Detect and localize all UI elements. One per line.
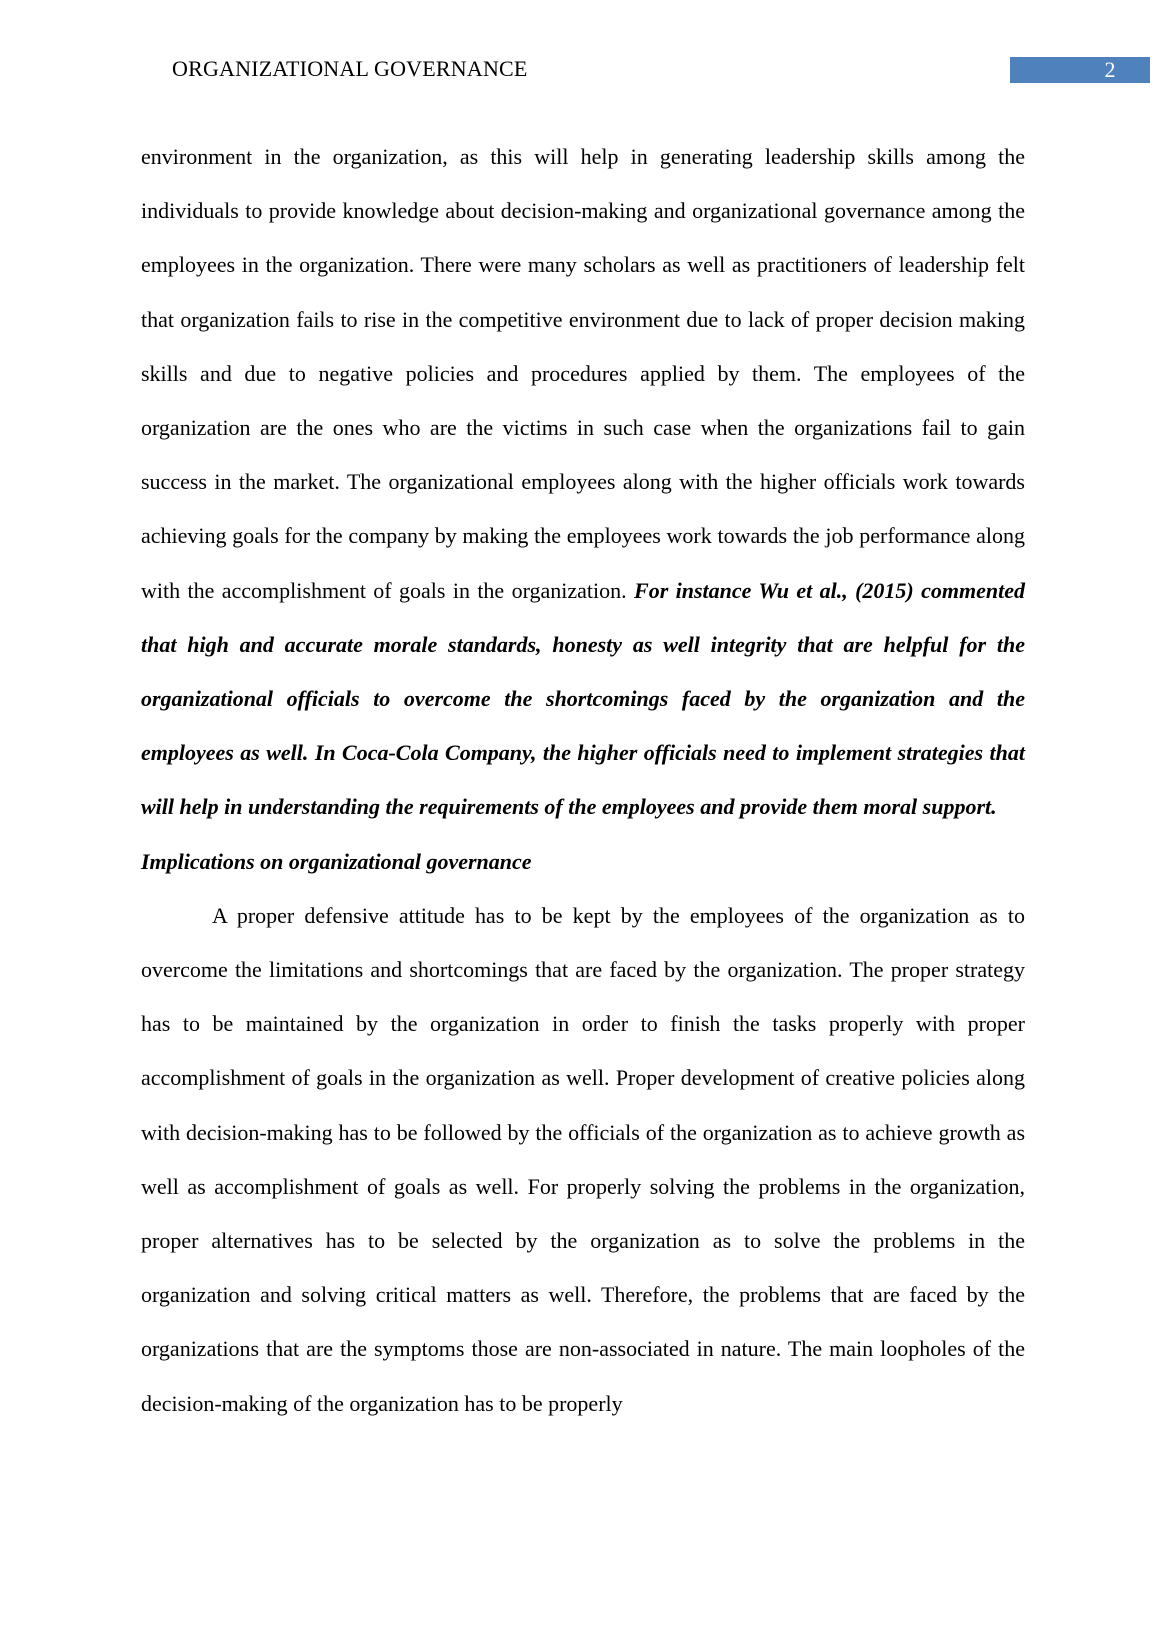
- running-head: ORGANIZATIONAL GOVERNANCE: [172, 56, 528, 81]
- paragraph-1: [141, 130, 1025, 835]
- paragraph-1-emphasis: For instance Wu et al., (2015) commented that high and accurate morale standards, honesty as well integrity that are helpful for the organizational officials to overcome the shortcomings faced by the organization and the employees as well. In Coca-Cola Company, the higher officials need to implement strategies that will help in understanding the requirements of the employees and provide them moral support.: [141, 577, 1026, 820]
- page-header: [0, 52, 1158, 86]
- document-body: [141, 130, 1025, 1431]
- page-number-box: [1010, 57, 1150, 83]
- paragraph-2: A proper defensive attitude has to be kept by the employees of the organization as to overcome the limitations and shortcomings that are faced by the organization. The proper strategy has to be maintained by the organization in order to finish the tasks properly with proper accomplishment of goals in the organization as well. Proper development of creative policies along with decision-making has to be followed by the officials of the organization as to achieve growth as well as accomplishment of goals as well. For properly solving the problems in the organization, proper alternatives has to be selected by the organization as to solve the problems in the organization and solving critical matters as well. Therefore, the problems that are faced by the organizations that are the symptoms those are non-associated in nature. The main loopholes of the decision-making of the organization has to be properly: [141, 902, 1025, 1416]
- page-number: 2: [1104, 57, 1116, 82]
- paragraph-1-text: environment in the organization, as this will help in generating leadership skills among the individuals to provide knowledge about decision-making and organizational governance among the employees in the organization. There were many scholars as well as practitioners of leadership felt that organization fails to rise in the competitive environment due to lack of proper decision making skills and due to negative policies and procedures applied by them. The employees of the organization are the ones who are the victims in such case when the organizations fail to gain success in the market. The organizational employees along with the higher officials work towards achieving goals for the company by making the employees work towards the job performance along with the accomplishment of goals in the organization.: [141, 144, 1025, 603]
- section-heading: Implications on organizational governance: [141, 848, 532, 874]
